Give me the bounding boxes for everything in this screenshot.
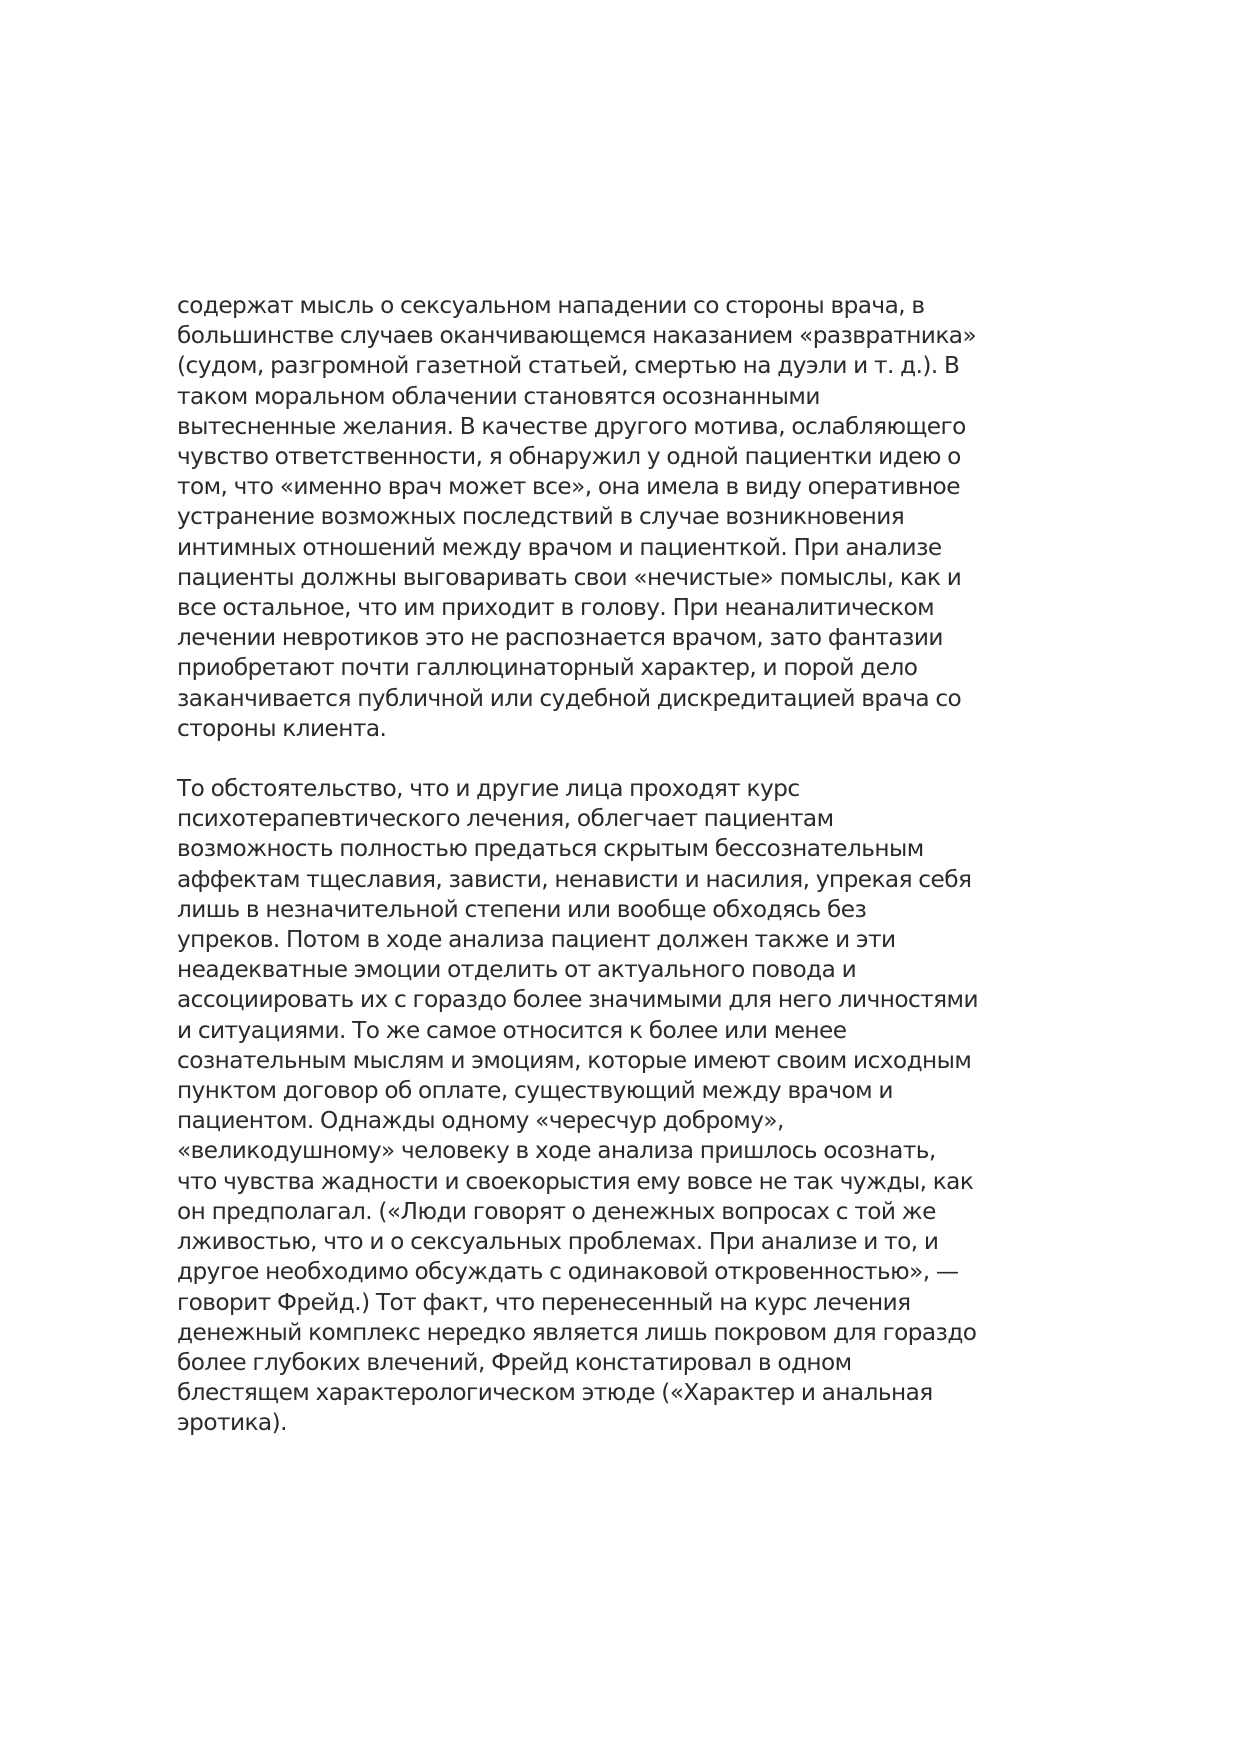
text-line: говорит Фрейд.) Тот факт, что перенесенный на курс лечения — [177, 1288, 911, 1316]
text-line: вытесненные желания. В качестве другого мотива, ослабляющего — [177, 412, 966, 440]
text-line: пациенты должны выговаривать свои «нечистые» помыслы, как и — [177, 563, 962, 591]
text-line: аффектам тщеславия, зависти, ненависти и насилия, упрекая себя — [177, 865, 972, 893]
text-line: более глубоких влечений, Фрейд констатировал в одном — [177, 1348, 852, 1376]
text-line: интимных отношений между врачом и пациенткой. При анализе — [177, 533, 942, 561]
text-line: заканчивается публичной или судебной дискредитацией врача со — [177, 684, 962, 712]
text-line: неадекватные эмоции отделить от актуального повода и — [177, 956, 857, 984]
text-line: он предполагал. («Люди говорят о денежных вопросах с той же — [177, 1197, 936, 1225]
text-line: большинстве случаев оканчивающемся наказанием «развратника» — [177, 322, 977, 350]
text-line: том, что «именно врач может все», она имела в виду оперативное — [177, 473, 960, 501]
paragraph-2 — [177, 774, 1077, 1438]
text-line: стороны клиента. — [177, 714, 387, 742]
paragraph-1 — [177, 291, 1077, 744]
text-line: ассоциировать их с гораздо более значимыми для него личностями — [177, 986, 978, 1014]
text-line: эротика). — [177, 1409, 287, 1437]
text-line: блестящем характерологическом этюде («Характер и анальная — [177, 1379, 933, 1407]
text-line: пунктом договор об оплате, существующий между врачом и — [177, 1077, 893, 1105]
text-line: упреков. Потом в ходе анализа пациент должен также и эти — [177, 926, 896, 954]
document-page — [177, 291, 1077, 1439]
text-line: лживостью, что и о сексуальных проблемах. При анализе и то, и — [177, 1228, 939, 1256]
text-line: «великодушному» человеку в ходе анализа пришлось осознать, — [177, 1137, 936, 1165]
text-line: все остальное, что им приходит в голову. При неаналитическом — [177, 594, 935, 622]
text-line: сознательным мыслям и эмоциям, которые имеют своим исходным — [177, 1046, 972, 1074]
text-line: (судом, разгромной газетной статьей, смертью на дуэли и т. д.). В — [177, 352, 960, 380]
text-line: возможность полностью предаться скрытым бессознательным — [177, 835, 924, 863]
text-line: пациентом. Однажды одному «чересчур доброму», — [177, 1107, 784, 1135]
text-line: содержат мысль о сексуальном нападении со стороны врача, в — [177, 292, 925, 319]
text-line: чувство ответственности, я обнаружил у одной пациентки идею о — [177, 443, 961, 471]
text-line: денежный комплекс нередко является лишь покровом для гораздо — [177, 1318, 977, 1346]
text-line: что чувства жадности и своекорыстия ему вовсе не так чужды, как — [177, 1167, 974, 1195]
text-line: приобретают почти галлюцинаторный характер, и порой дело — [177, 654, 918, 682]
text-line: лечении невротиков это не распознается врачом, зато фантазии — [177, 624, 943, 652]
text-line: устранение возможных последствий в случае возникновения — [177, 503, 905, 531]
text-line: То обстоятельство, что и другие лица проходят курс — [177, 775, 800, 803]
text-line: другое необходимо обсуждать с одинаковой откровенностью», — — [177, 1258, 959, 1286]
text-line: таком моральном облачении становятся осознанными — [177, 382, 820, 410]
text-line: и ситуациями. То же самое относится к более или менее — [177, 1016, 847, 1044]
text-line: психотерапевтического лечения, облегчает пациентам — [177, 805, 834, 833]
text-line: лишь в незначительной степени или вообще обходясь без — [177, 895, 867, 923]
